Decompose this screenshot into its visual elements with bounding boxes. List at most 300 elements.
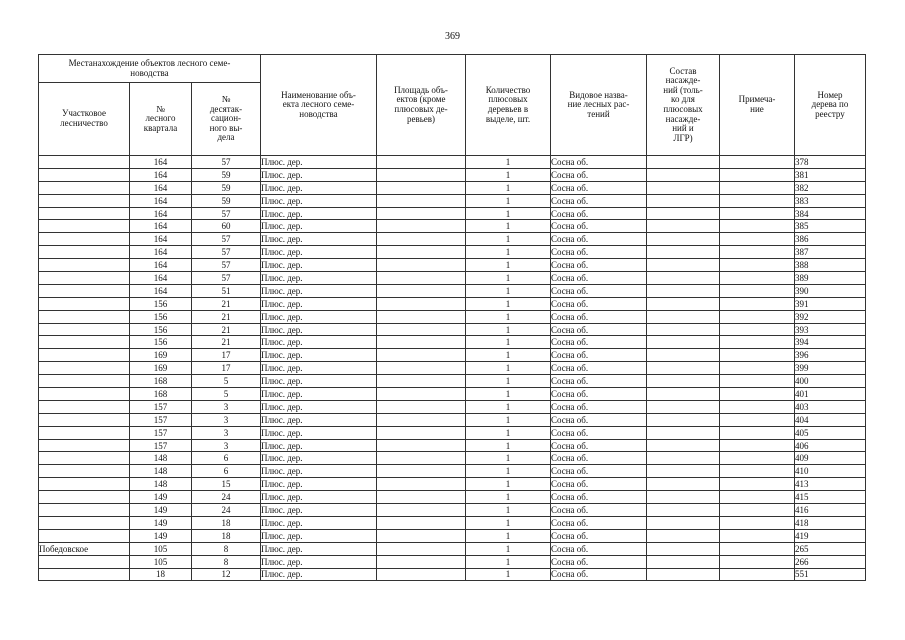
cell-count: 1 [466,220,551,233]
cell-composition [647,194,720,207]
cell-count: 1 [466,478,551,491]
cell-registry-no: 385 [795,220,866,233]
cell-area [377,156,466,169]
page-number: 369 [445,31,460,42]
cell-registry-no: 399 [795,362,866,375]
cell-quarter: 149 [130,491,192,504]
header-object-name: Наименование объ- екта лесного семе- новодства [261,55,377,156]
cell-section: 57 [192,156,261,169]
table-row [39,491,866,504]
cell-object-name: Плюс. дер. [261,246,377,259]
table-row [39,426,866,439]
cell-forestry [39,233,130,246]
cell-registry-no: 400 [795,375,866,388]
cell-object-name: Плюс. дер. [261,478,377,491]
cell-count: 1 [466,323,551,336]
cell-quarter: 105 [130,542,192,555]
cell-quarter: 156 [130,297,192,310]
cell-note [720,181,795,194]
cell-registry-no: 396 [795,349,866,362]
header-notes: Примеча- ние [720,55,795,156]
cell-species: Сосна об. [551,310,647,323]
table-row [39,246,866,259]
cell-section: 21 [192,297,261,310]
header-area: Площадь объ- ектов (кроме плюсовых де- ревьев) [377,55,466,156]
cell-composition [647,168,720,181]
cell-quarter: 164 [130,233,192,246]
cell-area [377,310,466,323]
cell-forestry [39,207,130,220]
cell-note [720,400,795,413]
cell-object-name: Плюс. дер. [261,491,377,504]
header-species: Видовое назва- ние лесных рас- тений [551,55,647,156]
cell-area [377,465,466,478]
table-row [39,168,866,181]
cell-species: Сосна об. [551,426,647,439]
cell-forestry: Победовское [39,542,130,555]
cell-species: Сосна об. [551,156,647,169]
cell-forestry [39,568,130,581]
table-row [39,555,866,568]
cell-note [720,207,795,220]
cell-count: 1 [466,284,551,297]
header-section-no: № десятак- сацион- ного вы- дела [192,83,261,156]
cell-quarter: 164 [130,181,192,194]
cell-object-name: Плюс. дер. [261,194,377,207]
cell-composition [647,504,720,517]
table-row [39,568,866,581]
cell-count: 1 [466,259,551,272]
cell-registry-no: 384 [795,207,866,220]
cell-quarter: 157 [130,413,192,426]
cell-area [377,168,466,181]
cell-composition [647,156,720,169]
cell-object-name: Плюс. дер. [261,233,377,246]
cell-species: Сосна об. [551,439,647,452]
table-row [39,504,866,517]
cell-species: Сосна об. [551,375,647,388]
cell-count: 1 [466,168,551,181]
cell-area [377,439,466,452]
cell-forestry [39,362,130,375]
cell-composition [647,362,720,375]
cell-composition [647,516,720,529]
cell-section: 21 [192,310,261,323]
cell-registry-no: 265 [795,542,866,555]
cell-count: 1 [466,400,551,413]
cell-composition [647,207,720,220]
cell-note [720,246,795,259]
cell-forestry [39,452,130,465]
cell-forestry [39,426,130,439]
cell-area [377,362,466,375]
header-composition: Состав насажде- ний (толь- ко для плюсовых насажде- ний и ЛГР) [647,55,720,156]
cell-forestry [39,400,130,413]
cell-area [377,504,466,517]
cell-section: 15 [192,478,261,491]
table-row [39,233,866,246]
cell-forestry [39,156,130,169]
cell-forestry [39,259,130,272]
cell-count: 1 [466,491,551,504]
cell-area [377,491,466,504]
cell-registry-no: 382 [795,181,866,194]
cell-species: Сосна об. [551,336,647,349]
cell-object-name: Плюс. дер. [261,310,377,323]
cell-note [720,362,795,375]
cell-registry-no: 388 [795,259,866,272]
cell-count: 1 [466,529,551,542]
cell-section: 6 [192,452,261,465]
table-row [39,181,866,194]
cell-area [377,452,466,465]
cell-area [377,568,466,581]
cell-species: Сосна об. [551,491,647,504]
cell-section: 24 [192,504,261,517]
cell-forestry [39,272,130,285]
cell-forestry [39,220,130,233]
cell-note [720,168,795,181]
cell-registry-no: 406 [795,439,866,452]
cell-composition [647,439,720,452]
cell-note [720,272,795,285]
cell-composition [647,478,720,491]
cell-forestry [39,491,130,504]
cell-object-name: Плюс. дер. [261,529,377,542]
cell-object-name: Плюс. дер. [261,452,377,465]
cell-forestry [39,310,130,323]
cell-section: 17 [192,362,261,375]
cell-registry-no: 404 [795,413,866,426]
cell-area [377,400,466,413]
cell-quarter: 157 [130,400,192,413]
cell-registry-no: 392 [795,310,866,323]
cell-object-name: Плюс. дер. [261,555,377,568]
table-body [39,156,866,581]
cell-composition [647,491,720,504]
table-row [39,336,866,349]
cell-note [720,284,795,297]
table-row [39,400,866,413]
cell-note [720,310,795,323]
cell-composition [647,413,720,426]
cell-quarter: 156 [130,310,192,323]
cell-section: 8 [192,542,261,555]
cell-note [720,568,795,581]
cell-quarter: 164 [130,156,192,169]
cell-forestry [39,465,130,478]
cell-count: 1 [466,375,551,388]
cell-composition [647,246,720,259]
cell-object-name: Плюс. дер. [261,336,377,349]
cell-quarter: 148 [130,465,192,478]
cell-forestry [39,478,130,491]
cell-quarter: 149 [130,516,192,529]
cell-object-name: Плюс. дер. [261,400,377,413]
cell-note [720,349,795,362]
cell-registry-no: 393 [795,323,866,336]
cell-section: 5 [192,375,261,388]
cell-quarter: 164 [130,220,192,233]
cell-note [720,516,795,529]
cell-quarter: 149 [130,504,192,517]
table-row [39,452,866,465]
cell-composition [647,555,720,568]
cell-forestry [39,413,130,426]
cell-composition [647,310,720,323]
cell-section: 57 [192,272,261,285]
cell-object-name: Плюс. дер. [261,168,377,181]
cell-registry-no: 410 [795,465,866,478]
cell-species: Сосна об. [551,452,647,465]
cell-composition [647,336,720,349]
cell-species: Сосна об. [551,516,647,529]
cell-forestry [39,504,130,517]
cell-species: Сосна об. [551,555,647,568]
cell-registry-no: 418 [795,516,866,529]
cell-composition [647,349,720,362]
cell-area [377,426,466,439]
cell-quarter: 157 [130,439,192,452]
table-row [39,310,866,323]
cell-section: 5 [192,388,261,401]
cell-forestry [39,516,130,529]
cell-note [720,555,795,568]
cell-registry-no: 409 [795,452,866,465]
cell-registry-no: 416 [795,504,866,517]
cell-species: Сосна об. [551,388,647,401]
cell-forestry [39,246,130,259]
cell-count: 1 [466,272,551,285]
cell-note [720,388,795,401]
cell-species: Сосна об. [551,233,647,246]
cell-object-name: Плюс. дер. [261,568,377,581]
cell-registry-no: 378 [795,156,866,169]
cell-forestry [39,349,130,362]
cell-note [720,194,795,207]
cell-area [377,349,466,362]
cell-composition [647,568,720,581]
cell-composition [647,465,720,478]
cell-registry-no: 381 [795,168,866,181]
cell-section: 24 [192,491,261,504]
cell-object-name: Плюс. дер. [261,504,377,517]
cell-registry-no: 415 [795,491,866,504]
cell-note [720,220,795,233]
cell-registry-no: 389 [795,272,866,285]
cell-note [720,323,795,336]
cell-area [377,259,466,272]
cell-forestry [39,168,130,181]
table-row [39,207,866,220]
cell-object-name: Плюс. дер. [261,426,377,439]
cell-section: 59 [192,181,261,194]
cell-forestry [39,336,130,349]
cell-quarter: 164 [130,259,192,272]
cell-area [377,220,466,233]
cell-species: Сосна об. [551,504,647,517]
cell-composition [647,426,720,439]
table-row [39,529,866,542]
cell-species: Сосна об. [551,297,647,310]
cell-note [720,233,795,246]
header-tree-count: Количество плюсовых деревьев в выделе, шт. [466,55,551,156]
cell-quarter: 164 [130,168,192,181]
cell-species: Сосна об. [551,362,647,375]
cell-section: 8 [192,555,261,568]
cell-quarter: 148 [130,478,192,491]
cell-species: Сосна об. [551,220,647,233]
cell-species: Сосна об. [551,529,647,542]
cell-area [377,388,466,401]
cell-object-name: Плюс. дер. [261,413,377,426]
cell-species: Сосна об. [551,400,647,413]
cell-forestry [39,555,130,568]
cell-quarter: 149 [130,529,192,542]
cell-species: Сосна об. [551,272,647,285]
cell-section: 57 [192,207,261,220]
cell-forestry [39,181,130,194]
registry-table [38,54,866,581]
cell-note [720,413,795,426]
cell-composition [647,220,720,233]
cell-note [720,452,795,465]
cell-composition [647,529,720,542]
cell-forestry [39,194,130,207]
cell-note [720,336,795,349]
cell-forestry [39,297,130,310]
cell-section: 3 [192,400,261,413]
cell-section: 57 [192,233,261,246]
cell-object-name: Плюс. дер. [261,181,377,194]
cell-quarter: 148 [130,452,192,465]
cell-species: Сосна об. [551,478,647,491]
cell-species: Сосна об. [551,181,647,194]
cell-object-name: Плюс. дер. [261,375,377,388]
cell-object-name: Плюс. дер. [261,272,377,285]
header-registry-no: Номер дерева по реестру [795,55,866,156]
cell-registry-no: 419 [795,529,866,542]
table-row [39,284,866,297]
cell-species: Сосна об. [551,349,647,362]
table-row [39,323,866,336]
cell-species: Сосна об. [551,568,647,581]
table-row [39,259,866,272]
cell-registry-no: 551 [795,568,866,581]
cell-quarter: 164 [130,272,192,285]
cell-quarter: 18 [130,568,192,581]
cell-count: 1 [466,504,551,517]
cell-count: 1 [466,207,551,220]
table-row [39,349,866,362]
cell-species: Сосна об. [551,542,647,555]
cell-object-name: Плюс. дер. [261,542,377,555]
cell-section: 3 [192,426,261,439]
cell-section: 6 [192,465,261,478]
cell-composition [647,181,720,194]
cell-quarter: 169 [130,362,192,375]
cell-note [720,504,795,517]
header-quarter-no: № лесного квартала [130,83,192,156]
cell-area [377,233,466,246]
cell-object-name: Плюс. дер. [261,349,377,362]
cell-species: Сосна об. [551,465,647,478]
cell-count: 1 [466,426,551,439]
table-row [39,375,866,388]
table-row [39,413,866,426]
cell-count: 1 [466,388,551,401]
table-row [39,465,866,478]
cell-count: 1 [466,542,551,555]
cell-section: 18 [192,516,261,529]
cell-quarter: 168 [130,388,192,401]
cell-section: 59 [192,194,261,207]
cell-section: 57 [192,259,261,272]
header-district-forestry: Участковое лесничество [39,83,130,156]
cell-forestry [39,284,130,297]
cell-note [720,491,795,504]
cell-count: 1 [466,233,551,246]
cell-area [377,246,466,259]
table-row [39,439,866,452]
table-row [39,297,866,310]
cell-species: Сосна об. [551,194,647,207]
cell-object-name: Плюс. дер. [261,259,377,272]
cell-quarter: 164 [130,246,192,259]
cell-registry-no: 405 [795,426,866,439]
table-row [39,194,866,207]
cell-quarter: 169 [130,349,192,362]
cell-area [377,375,466,388]
cell-forestry [39,529,130,542]
cell-object-name: Плюс. дер. [261,362,377,375]
cell-composition [647,542,720,555]
cell-note [720,465,795,478]
cell-section: 59 [192,168,261,181]
cell-forestry [39,323,130,336]
cell-registry-no: 383 [795,194,866,207]
cell-count: 1 [466,194,551,207]
cell-composition [647,233,720,246]
cell-section: 21 [192,323,261,336]
cell-area [377,478,466,491]
cell-section: 3 [192,439,261,452]
cell-quarter: 156 [130,336,192,349]
table-row [39,156,866,169]
table-row [39,272,866,285]
cell-composition [647,284,720,297]
cell-species: Сосна об. [551,259,647,272]
cell-quarter: 164 [130,194,192,207]
cell-object-name: Плюс. дер. [261,465,377,478]
cell-note [720,478,795,491]
cell-species: Сосна об. [551,246,647,259]
cell-quarter: 164 [130,207,192,220]
cell-registry-no: 390 [795,284,866,297]
cell-area [377,555,466,568]
cell-registry-no: 386 [795,233,866,246]
cell-count: 1 [466,439,551,452]
cell-count: 1 [466,156,551,169]
cell-area [377,542,466,555]
cell-section: 57 [192,246,261,259]
cell-object-name: Плюс. дер. [261,156,377,169]
cell-note [720,529,795,542]
table-row [39,542,866,555]
cell-count: 1 [466,516,551,529]
cell-section: 12 [192,568,261,581]
cell-object-name: Плюс. дер. [261,220,377,233]
